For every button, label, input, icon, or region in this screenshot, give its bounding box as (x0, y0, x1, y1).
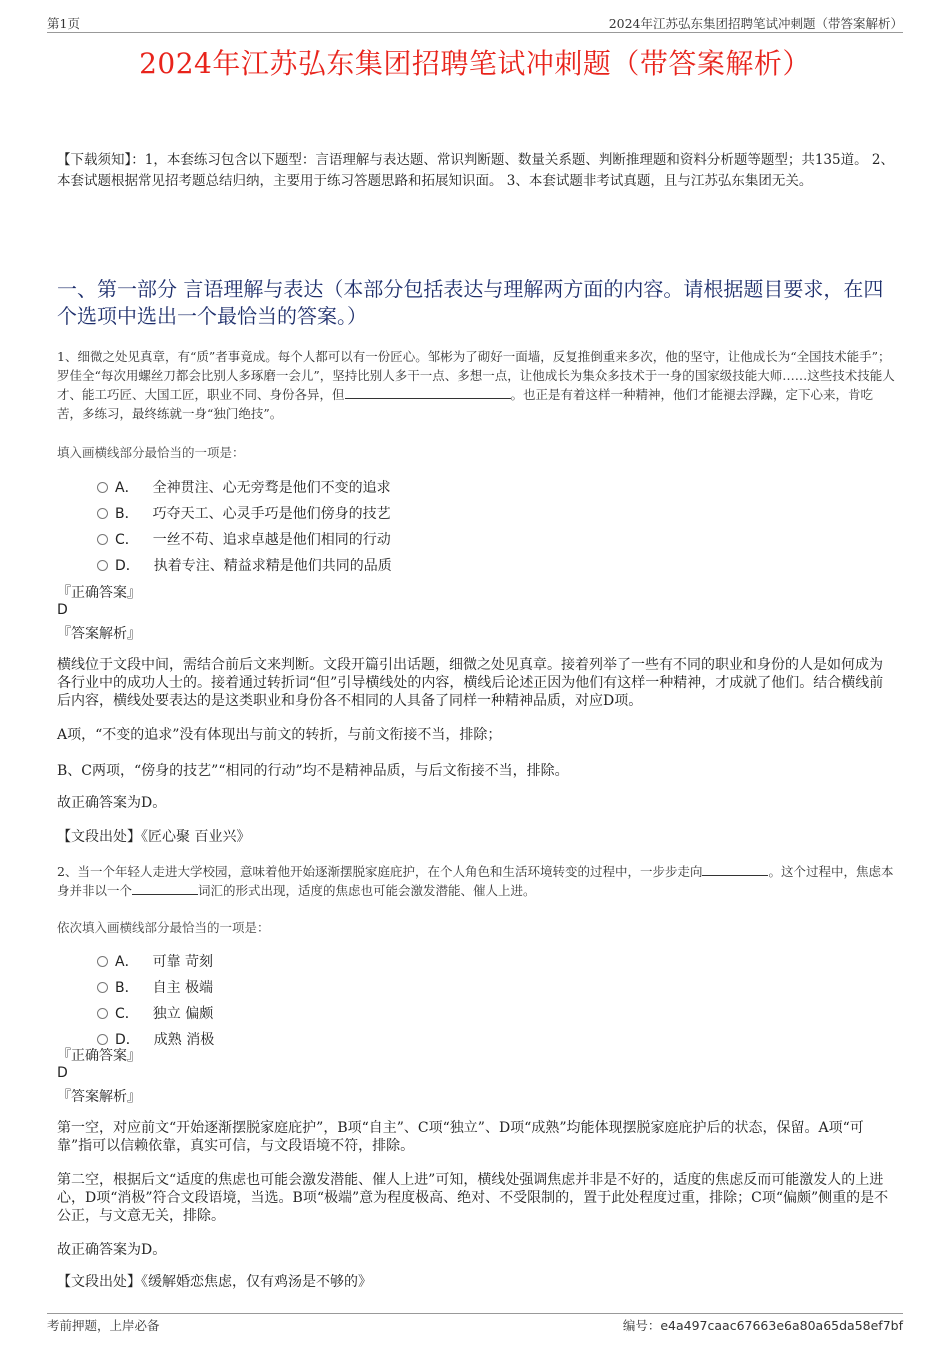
question-2-answer: D (57, 1065, 68, 1081)
radio-icon[interactable] (97, 534, 108, 545)
question-2-analysis-label: 『答案解析』 (57, 1089, 141, 1105)
page-footer (47, 1313, 903, 1332)
question-1-answer-label: 『正确答案』 (57, 585, 141, 601)
question-1-option-c[interactable]: C． 一丝不苟、追求卓越是他们相同的行动 (97, 529, 391, 549)
question-2-blank-1 (702, 863, 768, 876)
question-2-option-a[interactable]: A． 可靠 苛刻 (97, 951, 213, 971)
question-1-analysis-label: 『答案解析』 (57, 626, 141, 642)
page-number: 第1页 (47, 16, 80, 31)
radio-icon[interactable] (97, 508, 108, 519)
question-2-analysis-paragraph: 故正确答案为D。 (57, 1242, 167, 1258)
radio-icon[interactable] (97, 982, 108, 993)
question-2-analysis-paragraph: 第二空，根据后文“适度的焦虑也可能会激发潜能、催人上进”可知，横线处强调焦虑并非是不好的，适度的焦虑反而可能激发人的上进心，D项“消极”符合文段语境，当选。B项“极端”意为程度极高、绝对、不受限制的，置于此处程度过重，排除；C项“偏颇”侧重的是不公正，与文意无关，排除。 (57, 1172, 889, 1224)
question-1-stem-before: 1、细微之处见真章，有“质”者事竟成。每个人都可以有一份匠心。邹彬为了砌好一面墙，反复推倒重来多次，他的坚守，让他成长为“全国技术能手”；罗佳全“每次用螺丝刀都会比别人多琢磨一会儿”，坚持比别人多干一点、多想一点，让他成长为集众多技术于一身的国家级技能大师……这些技术技能人才、能工巧匠、大国工匠，职业不同、身份各异，但 (57, 349, 895, 402)
footer-code: 编号：e4a497caac67663e6a80a65da58ef7bf (622, 1318, 903, 1333)
question-2-stem: 2、当一个年轻人走进大学校园，意味着他开始逐渐摆脱家庭庇护，在个人角色和生活环境转变的过程中，一步步走向 。这个过程中，焦虑本身并非以一个 词汇的形式出现，适度的焦虑也可能会激发潜能、催人上进。 (57, 864, 894, 898)
question-2-analysis-paragraph: 第一空，对应前文“开始逐渐摆脱家庭庇护”，B项“自主”、C项“独立”、D项“成熟”均能体现摆脱家庭庇护后的状态，保留。A项“可靠”指可以信赖依靠，真实可信，与文段语境不符，排除。 (57, 1120, 864, 1154)
question-1-prompt: 填入画横线部分最恰当的一项是： (57, 445, 245, 460)
header-doc-title: 2024年江苏弘东集团招聘笔试冲刺题（带答案解析） (608, 16, 903, 31)
question-1-blank (345, 386, 511, 399)
question-2-option-c[interactable]: C． 独立 偏颇 (97, 1003, 213, 1023)
question-2-source: 【文段出处】《缓解婚恋焦虑，仅有鸡汤是不够的》 (57, 1274, 372, 1290)
question-1-stem (57, 347, 897, 423)
question-2-answer-label: 『正确答案』 (57, 1048, 141, 1064)
section-heading: 一、第一部分 言语理解与表达（本部分包括表达与理解两方面的内容。请根据题目要求，在四个选项中选出一个最恰当的答案。） (57, 277, 884, 328)
question-2-option-d[interactable]: D． 成熟 消极 (97, 1029, 214, 1049)
page-header (47, 14, 903, 33)
radio-icon[interactable] (97, 1034, 108, 1045)
question-1-option-a[interactable]: A． 全神贯注、心无旁骛是他们不变的追求 (97, 477, 391, 497)
question-2-prompt: 依次填入画横线部分最恰当的一项是： (57, 920, 270, 935)
question-1-option-d[interactable]: D． 执着专注、精益求精是他们共同的品质 (97, 555, 392, 575)
question-1-analysis-paragraph: A项，“不变的追求”没有体现出与前文的转折，与前文衔接不当，排除； (57, 727, 502, 743)
question-2-blank-2 (132, 882, 198, 895)
question-1-source: 【文段出处】《匠心聚 百业兴》 (57, 829, 251, 845)
radio-icon[interactable] (97, 482, 108, 493)
radio-icon[interactable] (97, 956, 108, 967)
question-2-option-b[interactable]: B． 自主 极端 (97, 977, 213, 997)
question-1-option-b[interactable]: B． 巧夺天工、心灵手巧是他们傍身的技艺 (97, 503, 391, 523)
radio-icon[interactable] (97, 1008, 108, 1019)
question-1-analysis-paragraph: 故正确答案为D。 (57, 795, 167, 811)
download-notice: 【下载须知】：1，本套练习包含以下题型：言语理解与表达题、常识判断题、数量关系题、判断推理题和资料分析题等题型；共135道。 2、本套试题根据常见招考题总结归纳，主要用于练习答题思路和拓展知识面。 3、本套试题非考试真题，且与江苏弘东集团无关。 (57, 152, 894, 189)
document-title: 2024年江苏弘东集团招聘笔试冲刺题（带答案解析） (139, 47, 811, 80)
question-1-analysis-paragraph: B、C两项，“傍身的技艺”“相同的行动”均不是精神品质，与后文衔接不当，排除。 (57, 763, 569, 779)
radio-icon[interactable] (97, 560, 108, 571)
question-1-stem-after: 。也正是有着这样一种精神，他们才能褪去浮躁，定下心来，肯吃苦，多练习，最终练就一身“独门绝技”。 (57, 387, 874, 421)
question-1-answer: D (57, 602, 68, 618)
question-1-analysis-paragraph: 横线位于文段中间，需结合前后文来判断。文段开篇引出话题，细微之处见真章。接着列举了一些有不同的职业和身份的人是如何成为各行业中的成功人士的。接着通过转折词“但”引导横线处的内容，横线后论述正因为他们有这样一种精神，才成就了他们。结合横线前后内容，横线处要表达的是这类职业和身份各不相同的人具备了同样一种精神品质，对应D项。 (57, 657, 884, 709)
footer-slogan: 考前押题，上岸必备 (47, 1318, 160, 1333)
